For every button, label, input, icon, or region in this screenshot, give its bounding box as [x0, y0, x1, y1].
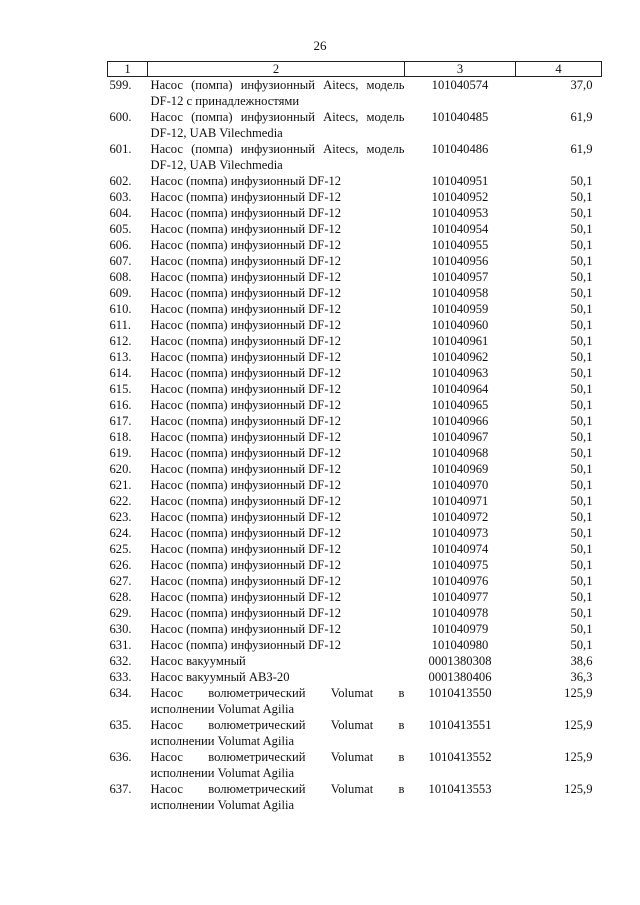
value-cell: 50,1 — [570, 558, 593, 572]
inventory-code-cell: 101040975 — [431, 558, 489, 572]
row-number-cell: 607. — [109, 254, 132, 268]
row-number-cell: 634. — [109, 686, 132, 700]
table-row — [108, 349, 602, 365]
row-number-cell: 630. — [109, 622, 132, 636]
inventory-table — [107, 61, 602, 813]
inventory-code-cell: 0001380406 — [428, 670, 492, 684]
row-number-cell: 624. — [109, 526, 132, 540]
value-cell: 50,1 — [570, 190, 593, 204]
table-row — [108, 413, 602, 429]
table-row — [108, 253, 602, 269]
header-row — [108, 62, 602, 77]
row-number-cell: 636. — [109, 750, 132, 764]
item-name-cell: Насос (помпа) инфузионный DF-12 — [150, 222, 342, 236]
header-col-4: 4 — [516, 62, 602, 77]
row-number-cell: 599. — [109, 78, 132, 92]
row-number-cell: 606. — [109, 238, 132, 252]
value-cell: 50,1 — [570, 590, 593, 604]
table-row — [108, 237, 602, 253]
value-cell: 50,1 — [570, 350, 593, 364]
item-name-cell: Насос (помпа) инфузионный DF-12 — [150, 526, 342, 540]
value-cell: 50,1 — [570, 542, 593, 556]
row-number-cell: 618. — [109, 430, 132, 444]
inventory-code-cell: 101040976 — [431, 574, 489, 588]
inventory-code-cell: 101040952 — [431, 190, 489, 204]
value-cell: 38,6 — [570, 654, 593, 668]
table-row — [108, 285, 602, 301]
item-name-cell: Насос (помпа) инфузионный DF-12 — [150, 590, 342, 604]
table-row — [108, 221, 602, 237]
inventory-code-cell: 0001380308 — [428, 654, 492, 668]
inventory-code-cell: 101040971 — [431, 494, 489, 508]
row-number-cell: 610. — [109, 302, 132, 316]
value-cell: 50,1 — [570, 334, 593, 348]
inventory-code-cell: 101040970 — [431, 478, 489, 492]
inventory-code-cell: 101040969 — [431, 462, 489, 476]
item-name-cell: Насос (помпа) инфузионный Aitecs, модель DF-12, UAB Vilechmedia — [150, 142, 405, 172]
item-name-cell: Насос (помпа) инфузионный DF-12 — [150, 254, 342, 268]
table-row — [108, 109, 602, 141]
row-number-cell: 631. — [109, 638, 132, 652]
inventory-code-cell: 1010413553 — [428, 782, 492, 796]
table-row — [108, 541, 602, 557]
item-name-cell: Насос (помпа) инфузионный DF-12 — [150, 302, 342, 316]
table-row — [108, 333, 602, 349]
inventory-code-cell: 101040966 — [431, 414, 489, 428]
inventory-code-cell: 101040968 — [431, 446, 489, 460]
table-row — [108, 605, 602, 621]
value-cell: 50,1 — [570, 382, 593, 396]
value-cell: 50,1 — [570, 430, 593, 444]
value-cell: 125,9 — [564, 750, 593, 764]
item-name-cell: Насос (помпа) инфузионный DF-12 — [150, 494, 342, 508]
value-cell: 50,1 — [570, 238, 593, 252]
inventory-code-cell: 1010413552 — [428, 750, 492, 764]
inventory-code-cell: 101040977 — [431, 590, 489, 604]
table-row — [108, 669, 602, 685]
item-name-cell: Насос (помпа) инфузионный DF-12 — [150, 558, 342, 572]
value-cell: 50,1 — [570, 462, 593, 476]
inventory-code-cell: 101040974 — [431, 542, 489, 556]
value-cell: 50,1 — [570, 302, 593, 316]
row-number-cell: 637. — [109, 782, 132, 796]
inventory-code-cell: 101040959 — [431, 302, 489, 316]
header-col-3: 3 — [405, 62, 516, 77]
table-row — [108, 653, 602, 669]
value-cell: 50,1 — [570, 414, 593, 428]
table-row — [108, 509, 602, 525]
item-name-cell: Насос вакуумный АВЗ-20 — [150, 670, 290, 684]
value-cell: 50,1 — [570, 270, 593, 284]
inventory-code-cell: 101040973 — [431, 526, 489, 540]
item-name-cell: Насос волюметрический Volumat в исполнении Volumat Agilia — [150, 718, 405, 748]
table-row — [108, 621, 602, 637]
inventory-code-cell: 101040979 — [431, 622, 489, 636]
item-name-cell: Насос (помпа) инфузионный Aitecs, модель DF-12 с принадлежностями — [150, 78, 405, 108]
table-row — [108, 685, 602, 717]
item-name-cell: Насос (помпа) инфузионный DF-12 — [150, 366, 342, 380]
value-cell: 50,1 — [570, 318, 593, 332]
table-row — [108, 205, 602, 221]
table-body — [108, 77, 602, 814]
item-name-cell: Насос (помпа) инфузионный DF-12 — [150, 430, 342, 444]
row-number-cell: 615. — [109, 382, 132, 396]
row-number-cell: 611. — [109, 318, 132, 332]
row-number-cell: 626. — [109, 558, 132, 572]
value-cell: 125,9 — [564, 718, 593, 732]
row-number-cell: 608. — [109, 270, 132, 284]
table-row — [108, 397, 602, 413]
row-number-cell: 620. — [109, 462, 132, 476]
value-cell: 50,1 — [570, 606, 593, 620]
item-name-cell: Насос (помпа) инфузионный DF-12 — [150, 238, 342, 252]
table-row — [108, 557, 602, 573]
inventory-code-cell: 101040574 — [431, 78, 489, 92]
row-number-cell: 614. — [109, 366, 132, 380]
inventory-code-cell: 101040486 — [431, 142, 489, 156]
row-number-cell: 629. — [109, 606, 132, 620]
table-row — [108, 365, 602, 381]
inventory-code-cell: 101040958 — [431, 286, 489, 300]
item-name-cell: Насос (помпа) инфузионный DF-12 — [150, 382, 342, 396]
table-row — [108, 269, 602, 285]
value-cell: 50,1 — [570, 526, 593, 540]
value-cell: 50,1 — [570, 446, 593, 460]
row-number-cell: 602. — [109, 174, 132, 188]
table-row — [108, 637, 602, 653]
value-cell: 50,1 — [570, 254, 593, 268]
table-row — [108, 445, 602, 461]
table-row — [108, 381, 602, 397]
row-number-cell: 628. — [109, 590, 132, 604]
inventory-code-cell: 101040961 — [431, 334, 489, 348]
row-number-cell: 619. — [109, 446, 132, 460]
value-cell: 50,1 — [570, 638, 593, 652]
inventory-code-cell: 101040960 — [431, 318, 489, 332]
inventory-code-cell: 101040972 — [431, 510, 489, 524]
item-name-cell: Насос (помпа) инфузионный DF-12 — [150, 542, 342, 556]
value-cell: 50,1 — [570, 366, 593, 380]
value-cell: 50,1 — [570, 494, 593, 508]
item-name-cell: Насос волюметрический Volumat в исполнении Volumat Agilia — [150, 750, 405, 780]
row-number-cell: 635. — [109, 718, 132, 732]
item-name-cell: Насос волюметрический Volumat в исполнении Volumat Agilia — [150, 782, 405, 812]
row-number-cell: 622. — [109, 494, 132, 508]
item-name-cell: Насос (помпа) инфузионный DF-12 — [150, 622, 342, 636]
table-row — [108, 493, 602, 509]
item-name-cell: Насос (помпа) инфузионный DF-12 — [150, 462, 342, 476]
table-row — [108, 429, 602, 445]
header-col-1: 1 — [108, 62, 148, 77]
inventory-code-cell: 101040965 — [431, 398, 489, 412]
value-cell: 50,1 — [570, 622, 593, 636]
item-name-cell: Насос (помпа) инфузионный DF-12 — [150, 638, 342, 652]
inventory-code-cell: 101040953 — [431, 206, 489, 220]
item-name-cell: Насос (помпа) инфузионный DF-12 — [150, 334, 342, 348]
table-row — [108, 77, 602, 110]
row-number-cell: 613. — [109, 350, 132, 364]
row-number-cell: 609. — [109, 286, 132, 300]
inventory-code-cell: 101040957 — [431, 270, 489, 284]
table-row — [108, 717, 602, 749]
item-name-cell: Насос (помпа) инфузионный DF-12 — [150, 446, 342, 460]
item-name-cell: Насос (помпа) инфузионный DF-12 — [150, 270, 342, 284]
row-number-cell: 612. — [109, 334, 132, 348]
inventory-code-cell: 101040951 — [431, 174, 489, 188]
item-name-cell: Насос (помпа) инфузионный DF-12 — [150, 510, 342, 524]
inventory-code-cell: 101040955 — [431, 238, 489, 252]
inventory-code-cell: 101040956 — [431, 254, 489, 268]
value-cell: 125,9 — [564, 686, 593, 700]
table-row — [108, 573, 602, 589]
value-cell: 50,1 — [570, 286, 593, 300]
value-cell: 50,1 — [570, 574, 593, 588]
inventory-code-cell: 101040967 — [431, 430, 489, 444]
value-cell: 125,9 — [564, 782, 593, 796]
table-row — [108, 189, 602, 205]
row-number-cell: 623. — [109, 510, 132, 524]
value-cell: 36,3 — [570, 670, 593, 684]
header-col-2: 2 — [148, 62, 405, 77]
inventory-code-cell: 101040962 — [431, 350, 489, 364]
row-number-cell: 604. — [109, 206, 132, 220]
table-row — [108, 173, 602, 189]
item-name-cell: Насос (помпа) инфузионный DF-12 — [150, 190, 342, 204]
item-name-cell: Насос (помпа) инфузионный DF-12 — [150, 318, 342, 332]
item-name-cell: Насос (помпа) инфузионный DF-12 — [150, 350, 342, 364]
item-name-cell: Насос (помпа) инфузионный DF-12 — [150, 574, 342, 588]
inventory-code-cell: 101040485 — [431, 110, 489, 124]
inventory-code-cell: 101040963 — [431, 366, 489, 380]
value-cell: 50,1 — [570, 510, 593, 524]
table-row — [108, 781, 602, 813]
value-cell: 61,9 — [570, 142, 593, 156]
value-cell: 50,1 — [570, 206, 593, 220]
inventory-code-cell: 101040954 — [431, 222, 489, 236]
value-cell: 37,0 — [570, 78, 593, 92]
item-name-cell: Насос вакуумный — [150, 654, 246, 668]
item-name-cell: Насос волюметрический Volumat в исполнении Volumat Agilia — [150, 686, 405, 716]
value-cell: 50,1 — [570, 222, 593, 236]
value-cell: 50,1 — [570, 478, 593, 492]
inventory-code-cell: 101040978 — [431, 606, 489, 620]
table-header — [108, 62, 602, 77]
item-name-cell: Насос (помпа) инфузионный DF-12 — [150, 286, 342, 300]
table-row — [108, 141, 602, 173]
row-number-cell: 617. — [109, 414, 132, 428]
item-name-cell: Насос (помпа) инфузионный DF-12 — [150, 174, 342, 188]
item-name-cell: Насос (помпа) инфузионный DF-12 — [150, 398, 342, 412]
inventory-code-cell: 101040964 — [431, 382, 489, 396]
table-row — [108, 301, 602, 317]
page-number: 26 — [313, 38, 327, 53]
table-row — [108, 477, 602, 493]
table-row — [108, 525, 602, 541]
table-row — [108, 589, 602, 605]
value-cell: 50,1 — [570, 398, 593, 412]
item-name-cell: Насос (помпа) инфузионный DF-12 — [150, 478, 342, 492]
row-number-cell: 601. — [109, 142, 132, 156]
row-number-cell: 605. — [109, 222, 132, 236]
item-name-cell: Насос (помпа) инфузионный DF-12 — [150, 414, 342, 428]
item-name-cell: Насос (помпа) инфузионный DF-12 — [150, 206, 342, 220]
value-cell: 50,1 — [570, 174, 593, 188]
inventory-code-cell: 101040980 — [431, 638, 489, 652]
row-number-cell: 600. — [109, 110, 132, 124]
inventory-code-cell: 1010413551 — [428, 718, 492, 732]
table-row — [108, 317, 602, 333]
row-number-cell: 632. — [109, 654, 132, 668]
row-number-cell: 621. — [109, 478, 132, 492]
table-row — [108, 749, 602, 781]
row-number-cell: 627. — [109, 574, 132, 588]
row-number-cell: 603. — [109, 190, 132, 204]
row-number-cell: 625. — [109, 542, 132, 556]
value-cell: 61,9 — [570, 110, 593, 124]
item-name-cell: Насос (помпа) инфузионный Aitecs, модель DF-12, UAB Vilechmedia — [150, 110, 405, 140]
table-row — [108, 461, 602, 477]
row-number-cell: 616. — [109, 398, 132, 412]
item-name-cell: Насос (помпа) инфузионный DF-12 — [150, 606, 342, 620]
inventory-code-cell: 1010413550 — [428, 686, 492, 700]
row-number-cell: 633. — [109, 670, 132, 684]
